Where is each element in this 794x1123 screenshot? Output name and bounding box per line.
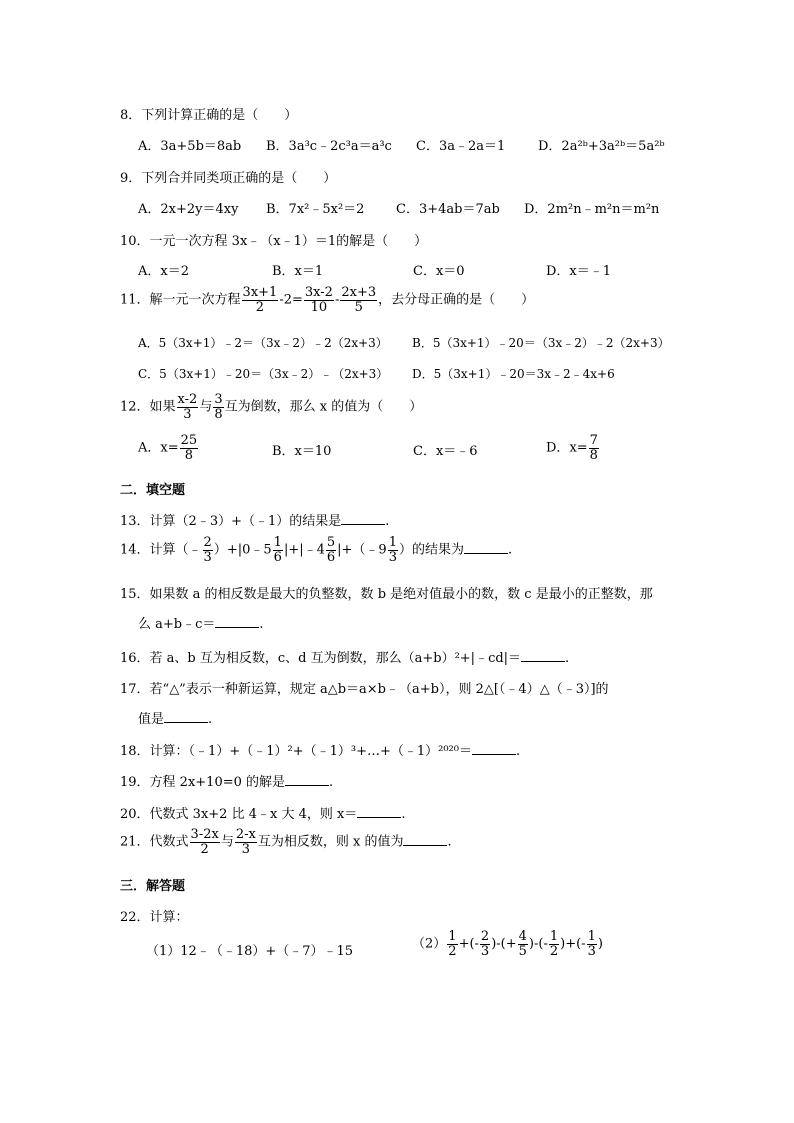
answer-blank[interactable] [215, 615, 259, 628]
q11-option-c: C．5（3x+1）﹣20＝（3x﹣2）﹣（2x+3） [138, 367, 389, 381]
q10-option-c: C．x＝0 [413, 264, 465, 279]
q10-option-b: B．x＝1 [272, 264, 324, 279]
q22-part-2: （2） $\frac{1}{2}$ +(- $\frac{2}{3}$ )-(+ $\frac{4}{5}$ )-(- $\frac{1}{2}$ )+(- $\frac{1}{3}$ ) [412, 929, 603, 959]
q8-stem: 8．下列计算正确的是（ ） [120, 108, 298, 123]
q11-option-b: B．5（3x+1）﹣20＝（3x﹣2）﹣2（2x+3） [412, 336, 670, 350]
q17-line-1: 17．若“△”表示一种新运算，规定 a△b＝a×b﹣（a+b），则 2△[（﹣4）△（﹣3）]的 [120, 682, 609, 697]
answer-blank[interactable] [464, 541, 508, 554]
q12-option-c: C．x＝﹣6 [413, 444, 478, 459]
q11-stem-text: 11．解一元一次方程 [120, 292, 241, 308]
q8-option-b: B．3a³c﹣2c³a＝a³c [266, 139, 392, 154]
q11-option-a: A．5（3x+1）﹣2＝（3x﹣2）﹣2（2x+3） [138, 336, 388, 350]
q12-option-a: A．x= $\frac{25}{8}$ [138, 433, 198, 463]
q9-option-a: A．2x+2y＝4xy [138, 202, 239, 217]
q8-option-c: C．3a﹣2a＝1 [416, 139, 506, 154]
q16: 16．若 a、b 互为相反数，c、d 互为倒数，那么（a+b）²+|﹣cd|＝ . [120, 651, 570, 666]
q9-option-b: B．7x²﹣5x²＝2 [266, 202, 365, 217]
q21: 21．代数式 $\frac{3-2x}{2}$ 与 $\frac{2-x}{3}$ 互为相反数，则 x 的值为 . [120, 827, 452, 857]
q12-stem-tail: 互为倒数，那么 x 的值为（ ） [224, 399, 423, 415]
q22-stem: 22．计算： [120, 910, 189, 925]
q12-stem-text: 12．如果 [120, 399, 176, 415]
q10-option-d: D．x＝﹣1 [546, 264, 612, 279]
q17-line-2: 值是 . [138, 712, 213, 727]
q20: 20．代数式 3x+2 比 4﹣x 大 4，则 x＝ . [120, 807, 406, 822]
q11-fraction-1: $\frac{3x+1}{2}$ [242, 285, 278, 315]
answer-blank[interactable] [341, 512, 385, 525]
q10-stem: 10．一元一次方程 3x﹣（x﹣1）＝1的解是（ ） [120, 234, 428, 249]
q11-stem-tail: ，去分母正确的是（ ） [378, 292, 535, 308]
q11-operator: - [334, 292, 340, 308]
q15-line-1: 15．如果数 a 的相反数是最大的负整数，数 b 是绝对值最小的数，数 c 是最小的正整数，那 [120, 587, 653, 602]
q9-option-c: C．3+4ab＝7ab [396, 202, 500, 217]
section-fill-in-title: 二．填空题 [120, 483, 186, 498]
q12-fraction-1: $\frac{x-2}{3}$ [177, 392, 198, 422]
answer-blank[interactable] [521, 649, 565, 662]
q12-fraction-2: $\frac{3}{8}$ [214, 392, 223, 422]
answer-blank[interactable] [164, 710, 208, 723]
q12-option-b: B．x＝10 [272, 444, 332, 459]
q18: 18．计算：（﹣1）+（﹣1）²+（﹣1）³+…+（﹣1）²⁰²⁰＝ . [120, 744, 521, 759]
q11-stem [120, 286, 534, 314]
section-solve-title: 三．解答题 [120, 879, 186, 894]
q14: 14．计算（﹣ $\frac{2}{3}$ ）+|0﹣5 $\frac{1}{6}$ |+|﹣4 $\frac{5}{6}$ |+（﹣9 $\frac{1}{3}$ ）的结果为 . [120, 535, 513, 565]
q8-option-a: A．3a+5b＝8ab [138, 139, 242, 154]
answer-blank[interactable] [285, 773, 329, 786]
q12-stem [120, 393, 422, 421]
q12-conj: 与 [199, 399, 213, 415]
q19: 19．方程 2x+10=0 的解是 . [120, 775, 334, 790]
q13: 13．计算（2﹣3）+（﹣1）的结果是 . [120, 514, 390, 529]
q9-stem: 9．下列合并同类项正确的是（ ） [120, 171, 337, 186]
answer-blank[interactable] [403, 833, 447, 846]
q15-line-2: 么 a+b﹣c＝ . [138, 617, 264, 632]
q11-fraction-3: $\frac{2x+3}{5}$ [341, 285, 377, 315]
answer-blank[interactable] [472, 742, 516, 755]
q9-option-d: D．2m²n﹣m²n＝m²n [524, 202, 660, 217]
q10-option-a: A．x＝2 [138, 264, 189, 279]
q11-operator: -2= [279, 292, 303, 308]
q11-fraction-2: $\frac{3x-2}{10}$ [304, 285, 333, 315]
q8-option-d: D．2a²ᵇ+3a²ᵇ＝5a²ᵇ [538, 139, 665, 154]
q12-option-d: D．x= $\frac{7}{8}$ [546, 433, 598, 463]
answer-blank[interactable] [357, 805, 401, 818]
q11-option-d: D．5（3x+1）﹣20＝3x﹣2﹣4x+6 [412, 367, 615, 381]
q22-part-1: （1）12﹣（﹣18）+（﹣7）﹣15 [146, 944, 354, 959]
